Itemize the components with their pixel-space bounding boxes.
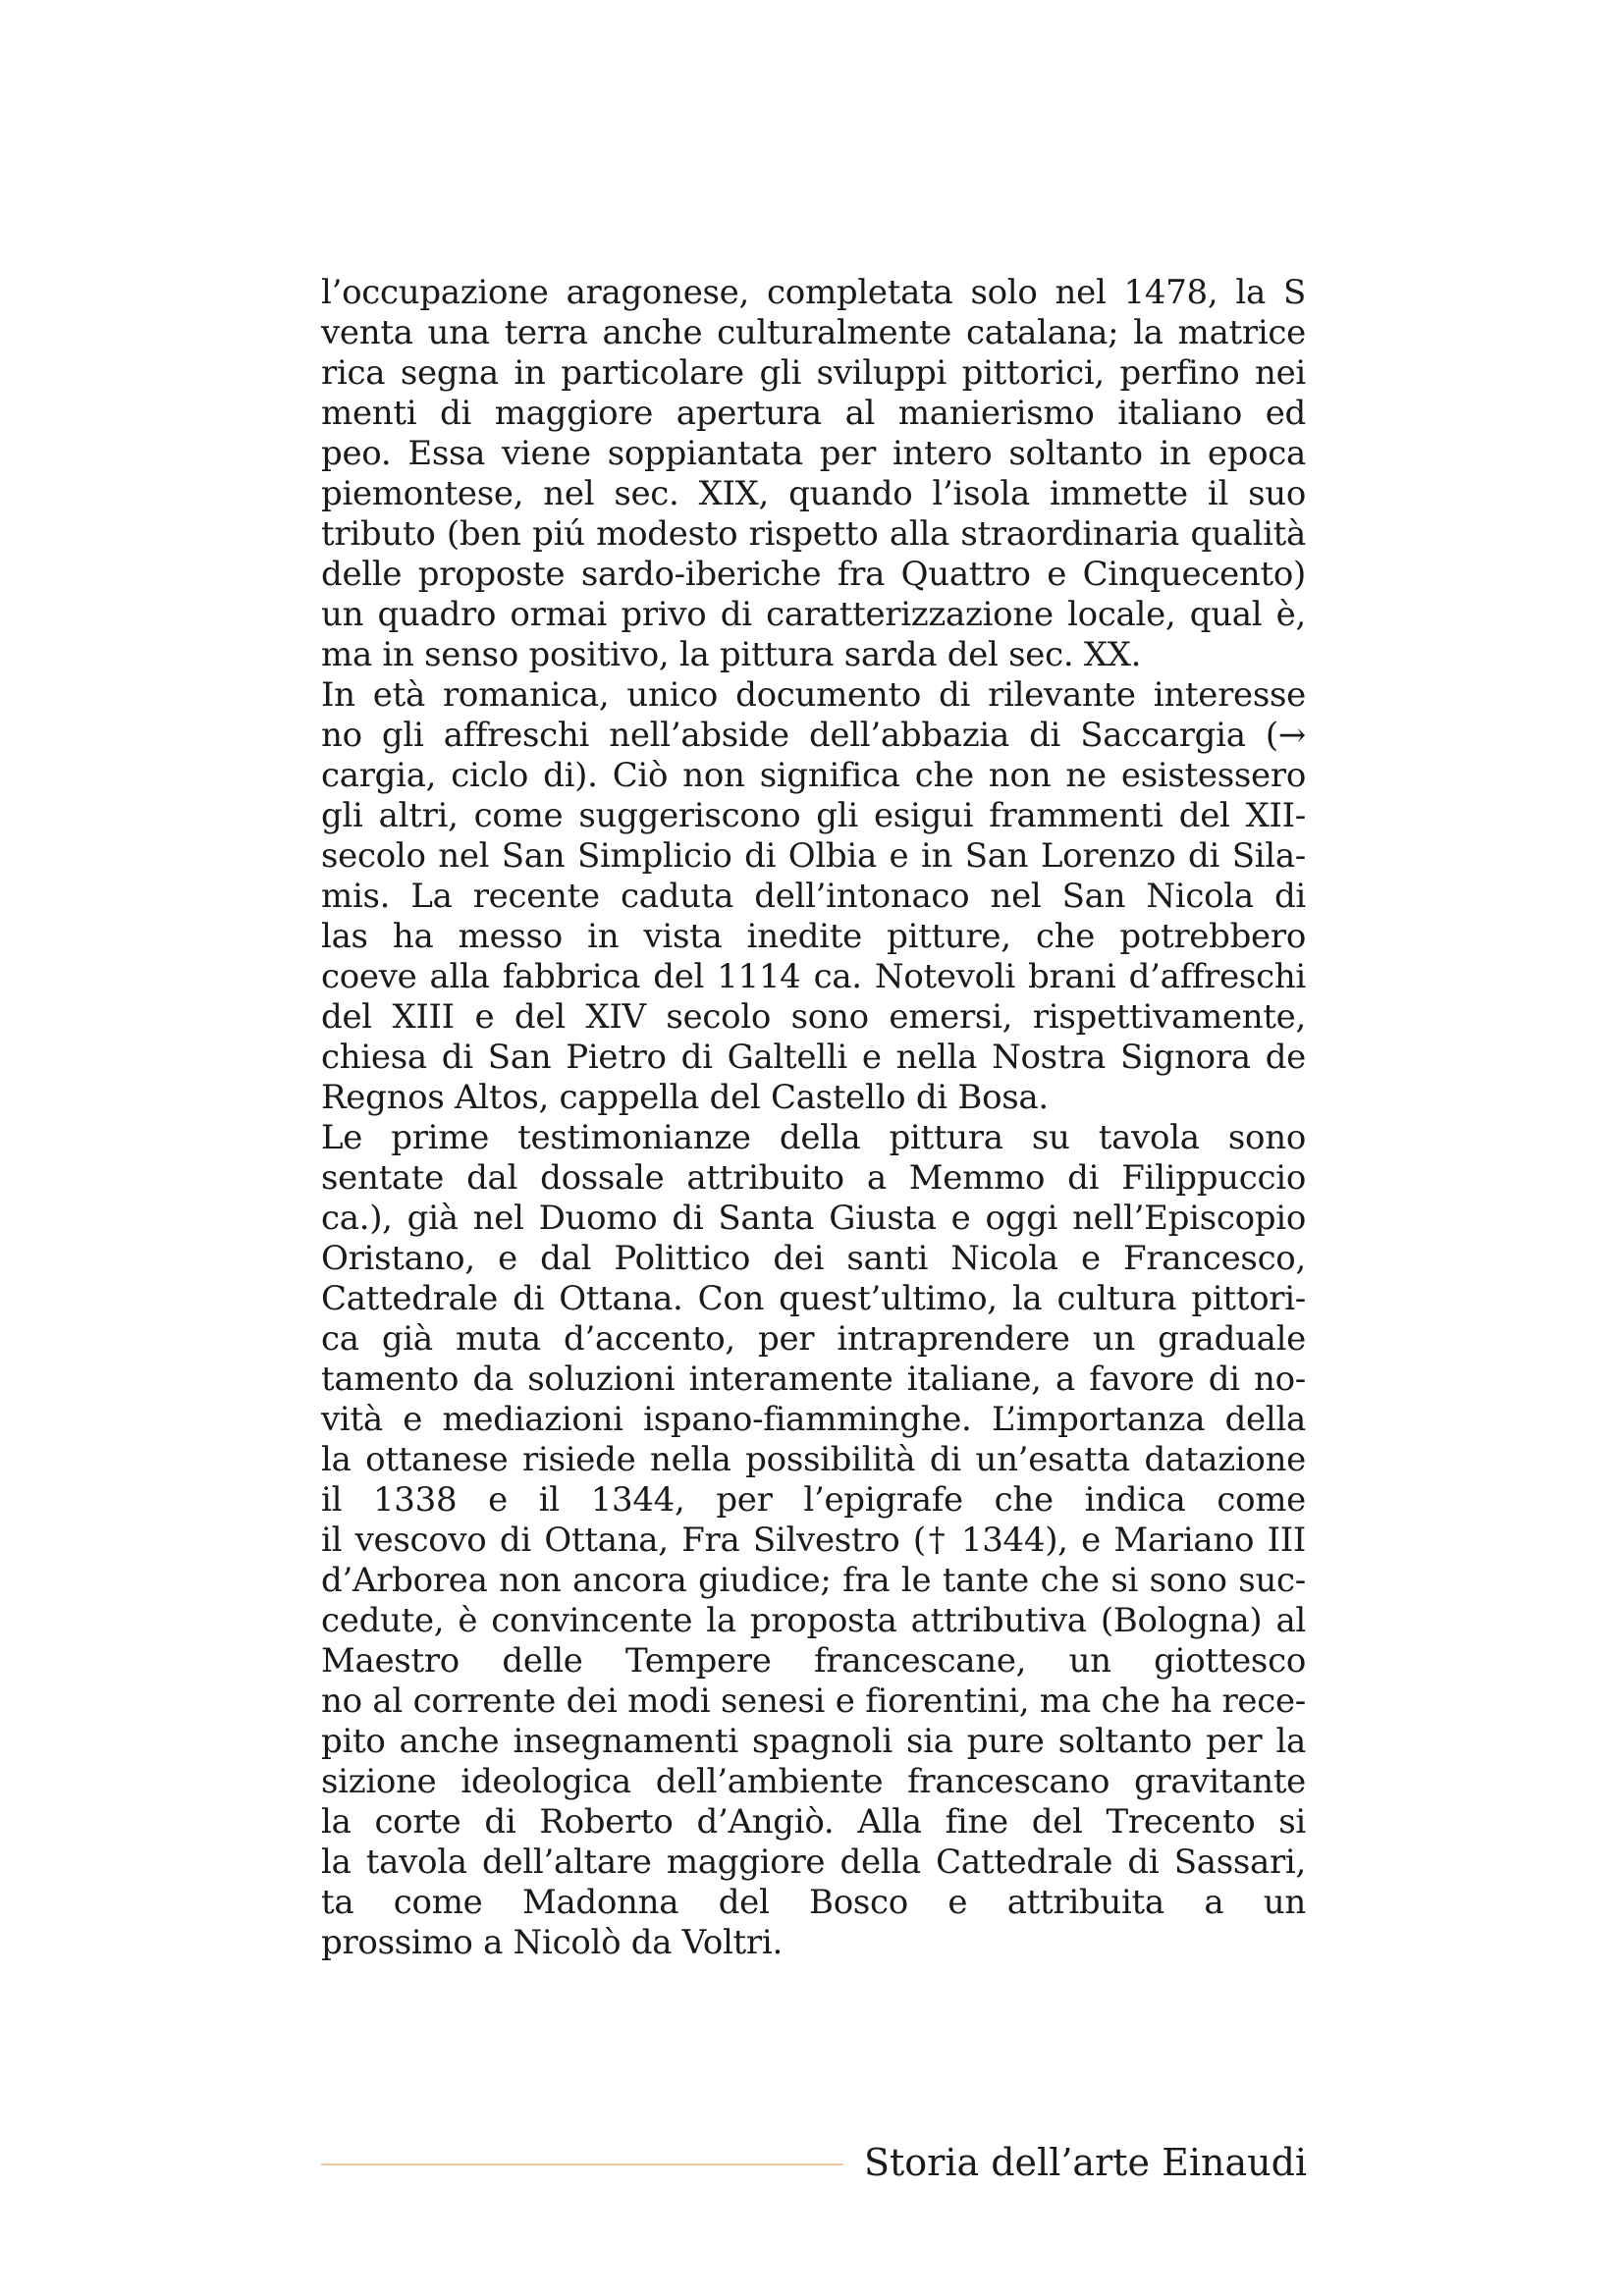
text-line: pito anche insegnamenti spagnoli sia pure soltanto per la (321, 1722, 1306, 1761)
body-text (321, 273, 1306, 1963)
text-line: venta una terra anche culturalmente catalana; la matrice (321, 313, 1306, 352)
text-line: la tavola dell’altare maggiore della Cattedrale di Sassari, (321, 1842, 1306, 1882)
text-line: prossimo a Nicolò da Voltri. (321, 1923, 783, 1962)
text-line: no al corrente dei modi senesi e fiorentini, ma che ha rece- (321, 1682, 1306, 1721)
text-line: la corte di Roberto d’Angiò. Alla fine del Trecento si (321, 1802, 1306, 1842)
text-line: la ottanese risiede nella possibilità di un’esatta datazione (321, 1440, 1306, 1479)
text-line: cargia, ciclo di). Ciò non significa che non ne esistessero (321, 756, 1306, 795)
text-line: Maestro delle Tempere francescane, un giottesco (321, 1641, 1306, 1681)
text-line: peo. Essa viene soppiantata per intero soltanto in epoca (321, 434, 1306, 473)
text-line: coeve alla fabbrica del 1114 ca. Notevoli brani d’affreschi (321, 957, 1306, 996)
text-line: del XIII e del XIV secolo sono emersi, rispettivamente, (321, 997, 1306, 1037)
text-line: Le prime testimonianze della pittura su tavola sono (321, 1118, 1306, 1157)
text-line: las ha messo in vista inedite pitture, che potrebbero (321, 917, 1306, 956)
text-line: d’Arborea non ancora giudice; fra le tante che si sono suc- (321, 1561, 1306, 1600)
text-line: menti di maggiore apertura al manierismo italiano ed (321, 394, 1306, 433)
text-line: Cattedrale di Ottana. Con quest’ultimo, la cultura pittori- (321, 1279, 1306, 1318)
text-line: sentate dal dossale attribuito a Memmo di Filippuccio (321, 1158, 1306, 1198)
text-line: chiesa di San Pietro di Galtelli e nella Nostra Signora de (321, 1038, 1306, 1077)
text-line: ca già muta d’accento, per intraprendere un graduale (321, 1319, 1306, 1359)
text-line: un quadro ormai privo di caratterizzazione locale, qual è, (321, 595, 1306, 634)
text-line: il vescovo di Ottana, Fra Silvestro († 1344), e Mariano III (321, 1521, 1306, 1560)
text-line: il 1338 e il 1344, per l’epigrafe che indica come (321, 1480, 1306, 1520)
text-line: ma in senso positivo, la pittura sarda del sec. XX. (321, 635, 1142, 674)
text-line: vità e mediazioni ispano-fiamminghe. L’importanza della (321, 1400, 1306, 1439)
text-line: sizione ideologica dell’ambiente francescano gravitante (321, 1762, 1306, 1801)
text-line: piemontese, nel sec. XIX, quando l’isola immette il suo (321, 474, 1306, 513)
text-line: delle proposte sardo-iberiche fra Quattro e Cinquecento) (321, 555, 1306, 594)
text-line: cedute, è convincente la proposta attributiva (Bologna) al (321, 1601, 1306, 1640)
text-line: tributo (ben piú modesto rispetto alla straordinaria qualità (321, 514, 1306, 554)
text-line: ca.), già nel Duomo di Santa Giusta e oggi nell’Episcopio (321, 1199, 1306, 1238)
footer-rule (321, 2163, 843, 2165)
text-line: l’occupazione aragonese, completata solo nel 1478, la S (321, 273, 1306, 312)
text-line: Oristano, e dal Polittico dei santi Nicola e Francesco, (321, 1239, 1306, 1278)
text-line: mis. La recente caduta dell’intonaco nel San Nicola di (321, 877, 1306, 916)
text-line: gli altri, come suggeriscono gli esigui frammenti del XII- (321, 796, 1306, 835)
text-line: tamento da soluzioni interamente italiane, a favore di no- (321, 1360, 1306, 1399)
text-line: Regnos Altos, cappella del Castello di Bosa. (321, 1078, 1049, 1117)
footer-title: Storia dell’arte Einaudi (864, 2141, 1308, 2184)
text-line: rica segna in particolare gli sviluppi pittorici, perfino nei (321, 353, 1306, 393)
text-line: ta come Madonna del Bosco e attribuita a un (321, 1883, 1306, 1922)
text-line: no gli affreschi nell’abside dell’abbazia di Saccargia (→ (321, 716, 1306, 755)
text-line: secolo nel San Simplicio di Olbia e in San Lorenzo di Sila- (321, 836, 1306, 876)
text-line: In età romanica, unico documento di rilevante interesse (321, 675, 1306, 715)
